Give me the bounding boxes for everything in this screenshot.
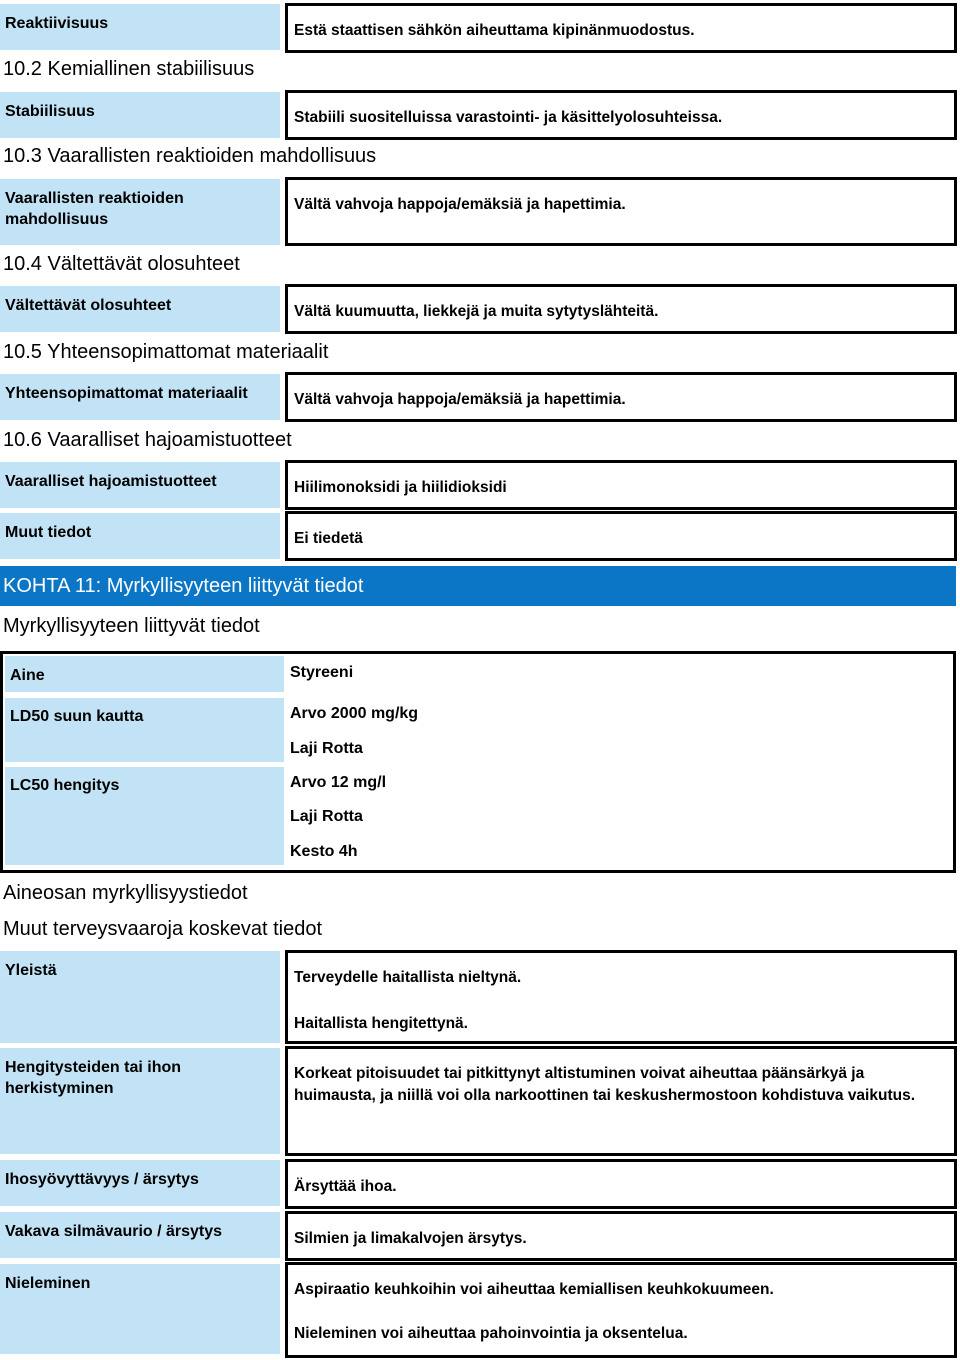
heading-10-5: 10.5 Yhteensopimattomat materiaalit <box>3 341 329 363</box>
tox-value-ld50-arvo: Arvo 2000 mg/kg <box>290 705 419 722</box>
row-value-yhteensopimattomat <box>285 372 957 422</box>
tox-label-aine: Aine <box>5 656 284 692</box>
tox-value-lc50-laji: Laji Rotta <box>290 808 363 825</box>
row-value-muut-tiedot <box>285 511 957 561</box>
heading-10-2: 10.2 Kemiallinen stabiilisuus <box>3 58 255 80</box>
value-text: Vältä vahvoja happoja/emäksiä ja hapettimia. <box>294 391 626 408</box>
value-text: Stabiili suositelluissa varastointi- ja käsittelyolosuhteissa. <box>294 109 723 126</box>
row-value-stabiilisuus <box>285 90 957 140</box>
row-label-ihosyovyttavyys: Ihosyövyttävyys / ärsytys <box>0 1160 280 1206</box>
value-text: Silmien ja limakalvojen ärsytys. <box>294 1230 527 1247</box>
heading-10-6: 10.6 Vaaralliset hajoamistuotteet <box>3 429 292 451</box>
value-text: Korkeat pitoisuudet tai pitkittynyt altistuminen voivat aiheuttaa päänsärkyä ja huimausta, ja niillä voi olla narkoottinen tai keskushermostoon kohdistuva vaikutus. <box>294 1065 916 1104</box>
row-value-ihosyovyttavyys <box>285 1159 957 1209</box>
row-label-vaaralliset-reaktiot: Vaarallisten reaktioiden mahdollisuus <box>0 179 230 245</box>
row-label-muut-tiedot: Muut tiedot <box>0 513 280 559</box>
heading-10-4: 10.4 Vältettävät olosuhteet <box>3 253 240 275</box>
tox-label-lc50: LC50 hengitys <box>5 767 284 865</box>
row-label-stabiilisuus: Stabiilisuus <box>0 92 280 138</box>
heading-aineosan: Aineosan myrkyllisyystiedot <box>3 882 248 904</box>
row-value-valtettavat <box>285 284 957 334</box>
tox-value-lc50-kesto: Kesto 4h <box>290 843 358 860</box>
value-text: Ei tiedetä <box>294 530 363 547</box>
row-label-yhteensopimattomat: Yhteensopimattomat materiaalit <box>0 374 280 420</box>
row-value-reaktiivisuus <box>285 3 957 53</box>
value-text: Hiilimonoksidi ja hiilidioksidi <box>294 479 507 496</box>
row-label-hajoamistuotteet: Vaaralliset hajoamistuotteet <box>0 462 280 508</box>
row-label-herkistyminen: Hengitysteiden tai ihon herkistyminen <box>0 1048 280 1154</box>
heading-muut-terveys: Muut terveysvaaroja koskevat tiedot <box>3 918 323 940</box>
row-value-vaaralliset-reaktiot <box>285 177 957 246</box>
value-text: Nieleminen voi aiheuttaa pahoinvointia ja oksentelua. <box>294 1325 688 1342</box>
tox-label-ld50: LD50 suun kautta <box>5 698 284 762</box>
row-value-herkistyminen <box>285 1046 957 1156</box>
value-text: Vältä kuumuutta, liekkejä ja muita sytytyslähteitä. <box>294 303 659 320</box>
row-value-nieleminen <box>285 1262 957 1358</box>
tox-value-aine: Styreeni <box>290 664 354 681</box>
row-value-hajoamistuotteet <box>285 460 957 510</box>
row-label-reaktiivisuus: Reaktiivisuus <box>0 4 280 50</box>
section-11-header: KOHTA 11: Myrkyllisyyteen liittyvät tiedot <box>0 566 956 606</box>
row-label-bg <box>230 179 280 245</box>
row-value-silmavaurio <box>285 1211 957 1261</box>
row-label-valtettavat: Vältettävät olosuhteet <box>0 286 280 332</box>
value-text: Terveydelle haitallista nieltynä. <box>294 969 522 986</box>
tox-value-lc50-arvo: Arvo 12 mg/l <box>290 774 387 791</box>
row-label-nieleminen: Nieleminen <box>0 1264 280 1354</box>
heading-myrkyllisyys: Myrkyllisyyteen liittyvät tiedot <box>3 615 260 637</box>
value-text: Vältä vahvoja happoja/emäksiä ja hapettimia. <box>294 196 626 213</box>
tox-value-ld50-laji: Laji Rotta <box>290 740 363 757</box>
heading-10-3: 10.3 Vaarallisten reaktioiden mahdollisuus <box>3 145 377 167</box>
value-text: Estä staattisen sähkön aiheuttama kipinänmuodostus. <box>294 22 695 39</box>
row-value-yleista <box>285 950 957 1044</box>
value-text: Haitallista hengitettynä. <box>294 1015 468 1032</box>
row-label-yleista: Yleistä <box>0 951 280 1043</box>
value-text: Ärsyttää ihoa. <box>294 1178 397 1195</box>
row-label-silmavaurio: Vakava silmävaurio / ärsytys <box>0 1212 280 1258</box>
value-text: Aspiraatio keuhkoihin voi aiheuttaa kemiallisen keuhkokuumeen. <box>294 1281 774 1298</box>
